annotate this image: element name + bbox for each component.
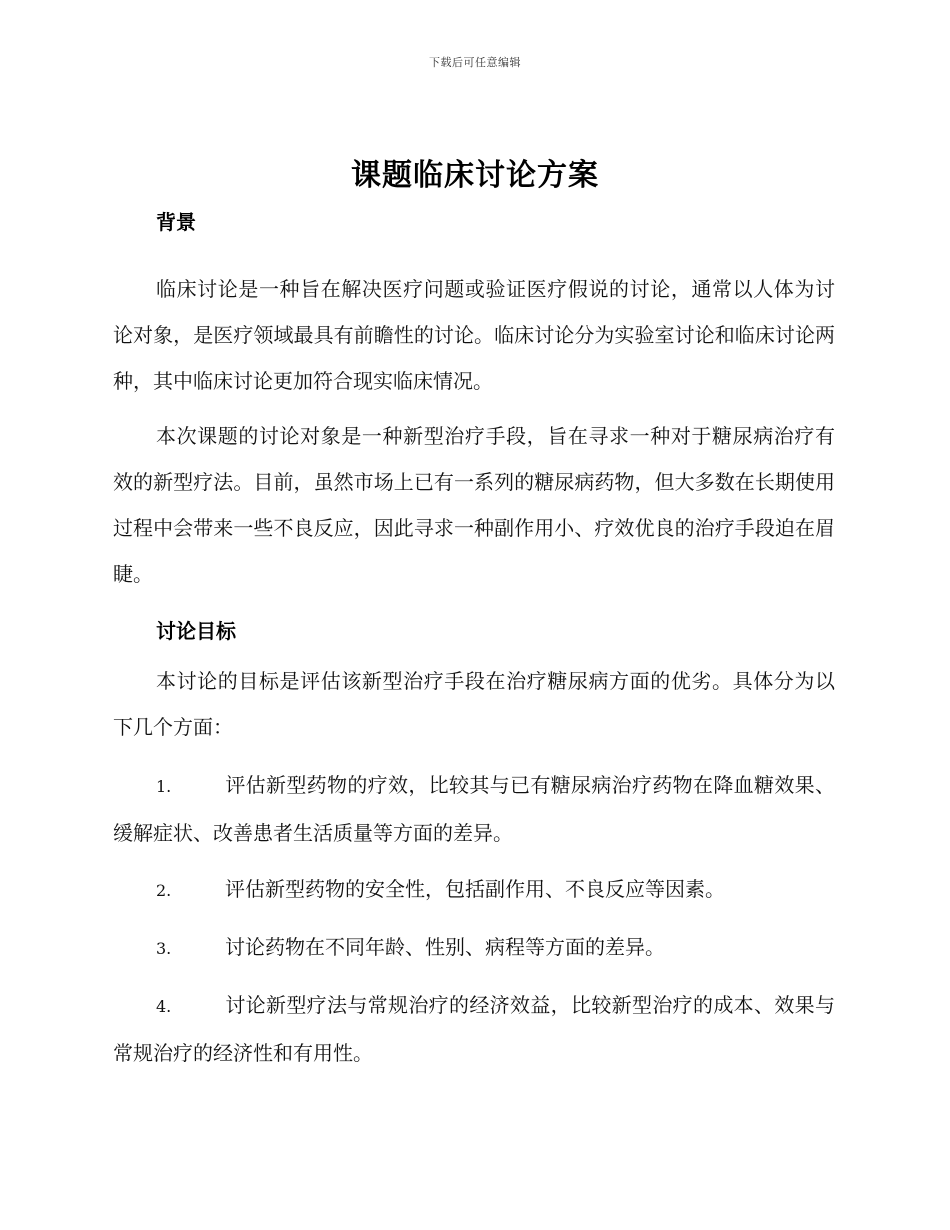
document-body [113,205,835,1076]
list-item-number: 4. [156,997,172,1016]
background-paragraph-1: 临床讨论是一种旨在解决医疗问题或验证医疗假说的讨论，通常以人体为讨论对象，是医疗领域最具有前瞻性的讨论。临床讨论分为实验室讨论和临床讨论两种，其中临床讨论更加符合现实临床情况。 [113,277,835,393]
list-item-text: 讨论药物在不同年龄、性别、病程等方面的差异。 [225,935,665,959]
list-item [113,866,835,914]
goals-paragraph: 本讨论的目标是评估该新型治疗手段在治疗糖尿病方面的优劣。具体分为以下几个方面： [113,669,835,739]
header-note: 下载后可任意编辑 [429,56,521,69]
section-heading-background: 背景 [156,210,196,234]
list-item-number: 3. [156,939,172,958]
list-item [113,924,835,972]
section-heading-goals: 讨论目标 [156,619,236,643]
document-title: 课题临床讨论方案 [351,158,599,193]
list-item-text: 讨论新型疗法与常规治疗的经济效益，比较新型治疗的成本、效果与常规治疗的经济性和有用性。 [113,993,835,1065]
list-item-number: 2. [156,881,172,900]
list-item-number: 1. [156,777,172,796]
background-paragraph-2: 本次课题的讨论对象是一种新型治疗手段，旨在寻求一种对于糖尿病治疗有效的新型疗法。目前，虽然市场上已有一系列的糖尿病药物，但大多数在长期使用过程中会带来一些不良反应，因此寻求一种副作用小、疗效优良的治疗手段迫在眉睫。 [113,424,835,586]
goals-list [113,762,835,1076]
list-item-text: 评估新型药物的疗效，比较其与已有糖尿病治疗药物在降血糖效果、缓解症状、改善患者生活质量等方面的差异。 [113,773,835,845]
list-item-text: 评估新型药物的安全性，包括副作用、不良反应等因素。 [225,877,725,901]
list-item [113,762,835,856]
list-item [113,982,835,1076]
